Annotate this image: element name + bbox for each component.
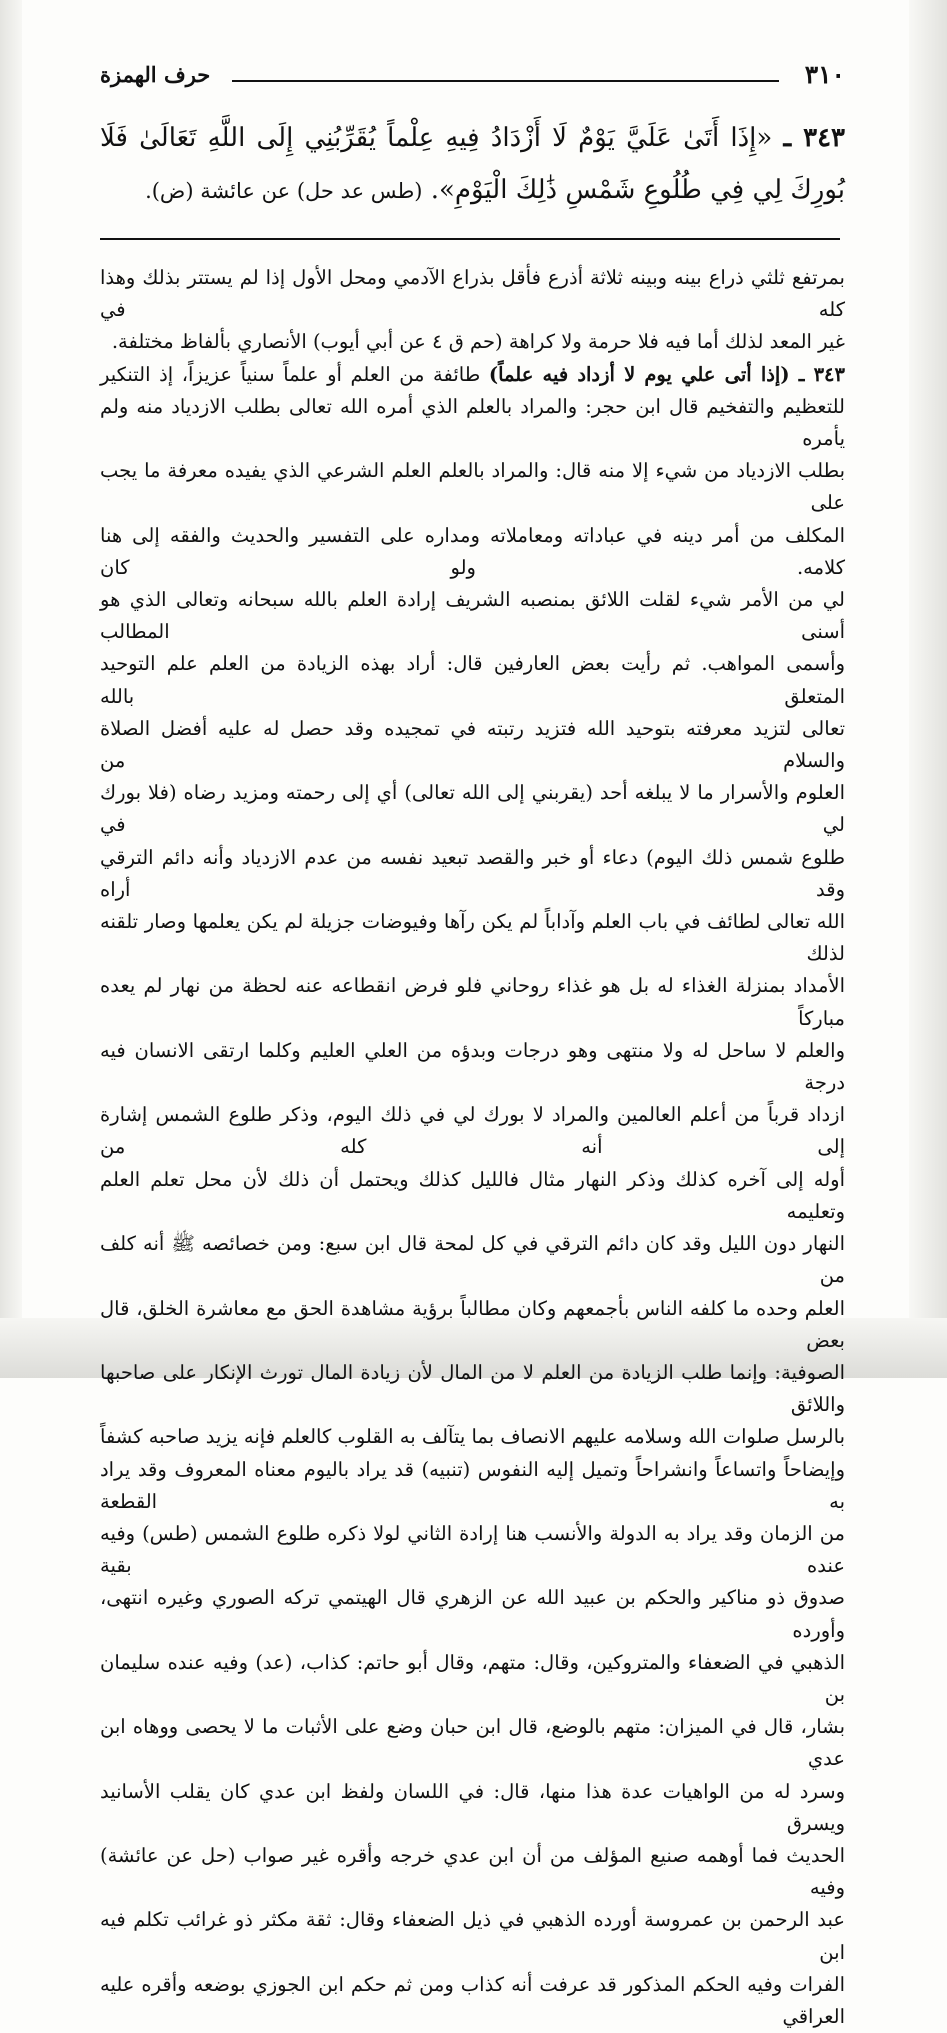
commentary-line: غير المعد لذلك أما فيه فلا حرمة ولا كراهة (حم ق ٤ عن أبي أيوب) الأنصاري بألفاظ مختلفة. — [111, 330, 845, 354]
commentary-lead: ٣٤٣ ـ (إذا أتى علي يوم لا أزداد فيه علماً) — [488, 362, 845, 386]
commentary-line: لي من الأمر شيء لقلت اللائق بمنصبه الشريف إرادة العلم بالله سبحانه وتعالى الذي هو أسنى المطالب — [100, 588, 845, 644]
commentary-line: الفرات وفيه الحكم المذكور قد عرفت أنه كذاب ومن ثم حكم ابن الجوزي بوضعه وأقره عليه العراقي — [100, 1972, 845, 2028]
hadith-body: «إِذَا أَتَىٰ عَلَيَّ يَوْمٌ لَا أَزْدَادُ فِيهِ عِلْماً يُقَرِّبُنِي إِلَى اللَّهِ تَعَالَىٰ فَلَا بُورِكَ لِي فِي طُلُوعِ شَمْسِ ذَٰلِكَ الْيَوْمِ». — [100, 123, 845, 205]
running-title: حرف الهمزة — [100, 62, 211, 87]
hadith-number: ٣٤٣ ـ — [783, 123, 846, 153]
commentary-line: الصوفية: وإنما طلب الزيادة من العلم لا من المال لأن زيادة المال تورث الإنكار على صاحبها واللائق — [100, 1360, 845, 1417]
commentary-line: من الزمان وقد يراد به الدولة والأنسب هنا إرادة الثاني لولا ذكره طلوع الشمس (طس) وفيه عنده بقية — [100, 1521, 845, 1578]
section-separator — [100, 238, 840, 240]
commentary-line: العلم وحده ما كلفه الناس بأجمعهم وكان مطالباً برؤية مشاهدة الحق مع معاشرة الخلق، قال بعض — [100, 1296, 845, 1352]
commentary-line: بالرسل صلوات الله وسلامه عليهم الانصاف بما يتآلف به القلوب كالعلم فإنه يزيد صاحبه كشفاً — [100, 1425, 845, 1449]
commentary-line: ازداد قرباً من أعلم العالمين والمراد لا بورك لي في ذلك اليوم، وذكر طلوع الشمس إشارة إلى أنه كله من — [100, 1103, 845, 1159]
commentary-line: بمرتفع ثلثي ذراع بينه وبينه ثلاثة أذرع فأقل بذراع الآدمي ومحل الأول إذا لم يستتر بذلك وهذا كله في — [100, 266, 845, 322]
commentary-line: وإيضاحاً واتساعاً وانشراحاً وتميل إليه النفوس (تنبيه) قد يراد باليوم معناه المعروف وقد يراد به القطعة — [100, 1457, 845, 1513]
commentary-line: للتعظيم والتفخيم قال ابن حجر: والمراد بالعلم الذي أمره الله تعالى بطلب الازدياد منه ولم يأمره — [100, 394, 845, 451]
commentary-line: بطلب الازدياد من شيء إلا منه قال: والمراد بالعلم العلم الشرعي الذي يفيده معرفة ما يجب على — [100, 459, 845, 515]
commentary-line: العلوم والأسرار ما لا يبلغه أحد (يقربني إلى الله تعالى) أي إلى رحمته ومزيد رضاه (فلا بورك لي في — [100, 781, 845, 837]
header-rule — [232, 80, 779, 82]
scan-edge-right — [909, 0, 947, 1378]
commentary-line: عبد الرحمن بن عمروسة أورده الذهبي في ذيل الضعفاء وقال: ثقة مكثر ذو غرائب تكلم فيه ابن — [100, 1908, 845, 1964]
page-header — [100, 58, 845, 98]
commentary-line: وأسمى المواهب. ثم رأيت بعض العارفين قال: أراد بهذه الزيادة من العلم علم التوحيد المتعلق بالله — [100, 652, 845, 708]
commentary-line: المكلف من أمر دينه في عباداته ومعاملاته ومداره على التفسير والحديث والفقه إلى هنا كلامه. ولو كان — [100, 523, 845, 579]
commentary-line: بشار، قال في الميزان: متهم بالوضع، قال ابن حبان وضع على الأثبات ما لا يحصى ووهاه ابن عدي — [100, 1715, 845, 1771]
commentary-line: النهار دون الليل وقد كان دائم الترقي في كل لمحة قال ابن سبع: ومن خصائصه ﷺ أنه كلف من — [100, 1232, 845, 1288]
commentary-line: والعلم لا ساحل له ولا منتهى وهو درجات وبدؤه من العلي العليم وكلما ارتقى الانسان فيه درجة — [100, 1038, 845, 1095]
commentary-line: تعالى لتزيد معرفته بتوحيد الله فتزيد رتبته في تمجيده وقد حصل له عليه أفضل الصلاة والسلام من — [100, 716, 845, 773]
hadith-text — [100, 112, 845, 217]
commentary-line: أوله إلى آخره كذلك وذكر النهار مثال فالليل كذلك ويحتمل أن ذلك لأن محل تعلم العلم وتعليمه — [100, 1167, 845, 1223]
scan-edge-left — [0, 0, 22, 1378]
commentary-line: الأمداد بمنزلة الغذاء له بل هو غذاء روحاني فلو فرض انقطاعه عنه لحظة من نهار لم يعده مباركاً — [100, 974, 845, 1030]
commentary-line: الله تعالى لطائف في باب العلم وآداباً لم يكن رآها وفيوضات جزيلة لم يكن يعلمها وصار تلقنه لذلك — [100, 910, 845, 966]
commentary-line: صدوق ذو مناكير والحكم بن عبيد الله عن الزهري قال الهيتمي تركه الصوري وغيره انتهى، وأورده — [100, 1586, 845, 1642]
commentary — [100, 262, 845, 2033]
commentary-line: وسرد له من الواهيات عدة هذا منها، قال: في اللسان ولفظ ابن عدي كان يقلب الأسانيد ويسرق — [100, 1779, 845, 1835]
commentary-line-text: طائفة من العلم أو علماً سنياً عزيزاً، إذ التنكير — [100, 362, 481, 386]
hadith-source: (طس عد حل) عن عائشة (ض). — [145, 179, 423, 203]
page-number: ٣١٠ — [804, 60, 845, 89]
commentary-line: طلوع شمس ذلك اليوم) دعاء أو خبر والقصد تبعيد نفسه من عدم الازدياد وأنه دائم الترقي وقد أراه — [100, 845, 845, 901]
commentary-line: الذهبي في الضعفاء والمتروكين، وقال: متهم، وقال أبو حاتم: كذاب، (عد) وفيه عنده سليمان بن — [100, 1650, 845, 1706]
commentary-line — [100, 359, 845, 391]
commentary-line: الحديث فما أوهمه صنيع المؤلف من أن ابن عدي خرجه وأقره غير صواب (حل عن عائشة) وفيه — [100, 1843, 845, 1900]
